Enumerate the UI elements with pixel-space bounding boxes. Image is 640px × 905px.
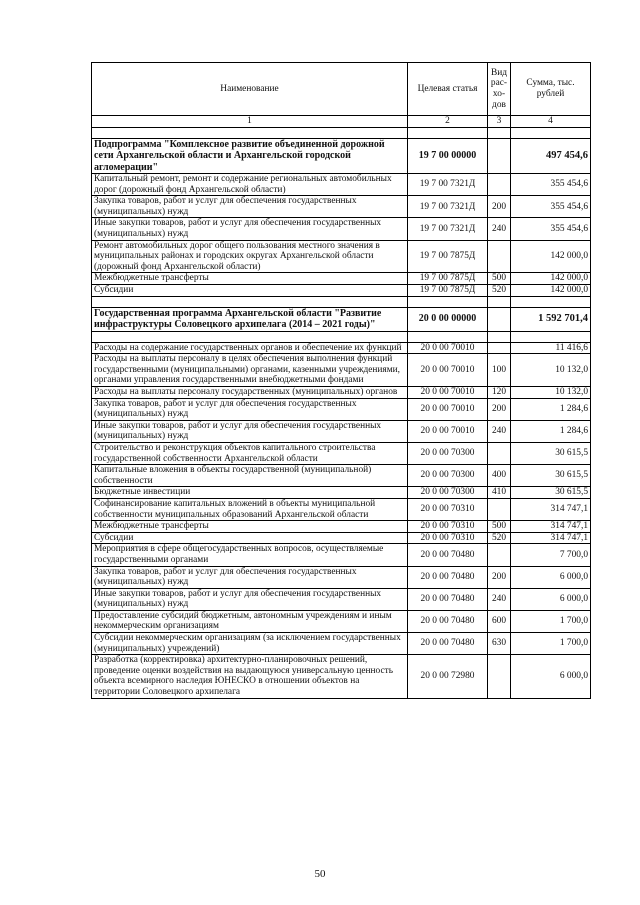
cell-sum: 142 000,0 — [511, 285, 591, 297]
cell-name: Расходы на выплаты персоналу государственных (муниципальных) органов — [92, 387, 408, 399]
cell-expense-type: 520 — [488, 285, 511, 297]
cell-target-article: 20 0 00 70300 — [408, 487, 488, 499]
header-row — [92, 63, 591, 116]
cell-name: Закупка товаров, работ и услуг для обеспечения государственных (муниципальных) нужд — [92, 398, 408, 420]
spacer-row — [92, 296, 591, 307]
cell-expense-type: 630 — [488, 633, 511, 655]
cell-expense-type — [488, 342, 511, 354]
header-expense-type: Вид рас-хо-дов — [488, 63, 511, 116]
cell-name: Подпрограмма "Комплексное развитие объединенной дорожной сети Архангельской области и Архангельской городской агломерации" — [92, 138, 408, 174]
cell-target-article: 20 0 00 70300 — [408, 465, 488, 487]
cell-name: Расходы на выплаты персоналу в целях обеспечения выполнения функций государственными (муниципальными) органами, казенными учреждениями, органами управления государственными внебюджетными фондами — [92, 354, 408, 387]
spacer-cell — [511, 331, 591, 342]
table-row — [92, 566, 591, 588]
cell-name: Капитальный ремонт, ремонт и содержание региональных автомобильных дорог (дорожный фонд Архангельской области) — [92, 174, 408, 196]
cell-expense-type: 410 — [488, 487, 511, 499]
cell-target-article: 20 0 00 70480 — [408, 633, 488, 655]
cell-name: Бюджетные инвестиции — [92, 487, 408, 499]
spacer-cell — [408, 331, 488, 342]
cell-target-article: 19 7 00 7321Д — [408, 174, 488, 196]
cell-expense-type: 200 — [488, 398, 511, 420]
cell-name: Иные закупки товаров, работ и услуг для обеспечения государственных (муниципальных) нужд — [92, 218, 408, 240]
table-row — [92, 442, 591, 464]
cell-target-article: 19 7 00 7875Д — [408, 240, 488, 273]
cell-expense-type: 500 — [488, 273, 511, 285]
cell-name: Субсидии — [92, 532, 408, 544]
cell-expense-type: 120 — [488, 387, 511, 399]
spacer-cell — [408, 296, 488, 307]
table-row — [92, 398, 591, 420]
header-target-article: Целевая статья — [408, 63, 488, 116]
table-row — [92, 465, 591, 487]
table-row — [92, 544, 591, 566]
cell-target-article: 20 0 00 70480 — [408, 588, 488, 610]
spacer-cell — [92, 296, 408, 307]
program-row — [92, 138, 591, 174]
column-number: 2 — [408, 116, 488, 128]
cell-sum: 314 747,1 — [511, 498, 591, 520]
cell-target-article: 19 7 00 7321Д — [408, 196, 488, 218]
spacer-cell — [488, 331, 511, 342]
table-row — [92, 655, 591, 698]
spacer-row — [92, 331, 591, 342]
spacer-cell — [511, 127, 591, 138]
cell-target-article: 20 0 00 70480 — [408, 610, 488, 632]
cell-name: Иные закупки товаров, работ и услуг для обеспечения государственных (муниципальных) нужд — [92, 420, 408, 442]
cell-target-article: 20 0 00 70010 — [408, 354, 488, 387]
cell-sum: 1 284,6 — [511, 398, 591, 420]
cell-target-article: 19 7 00 7875Д — [408, 285, 488, 297]
cell-sum: 314 747,1 — [511, 521, 591, 533]
cell-sum: 30 615,5 — [511, 465, 591, 487]
cell-name: Государственная программа Архангельской области "Развитие инфраструктуры Соловецкого архипелага (2014 – 2021 годы)" — [92, 307, 408, 331]
cell-sum: 30 615,5 — [511, 442, 591, 464]
cell-name: Закупка товаров, работ и услуг для обеспечения государственных (муниципальных) нужд — [92, 566, 408, 588]
table-row — [92, 342, 591, 354]
spacer-cell — [92, 127, 408, 138]
cell-name: Разработка (корректировка) архитектурно-планировочных решений, проведение оценки воздействия на выдающуюся универсальную ценность объекта всемирного наследия ЮНЕСКО в отношении объектов на территории Соловецкого архипелага — [92, 655, 408, 698]
cell-sum: 314 747,1 — [511, 532, 591, 544]
cell-target-article: 19 7 00 7321Д — [408, 218, 488, 240]
column-number: 3 — [488, 116, 511, 128]
page-number: 50 — [314, 868, 326, 880]
cell-expense-type — [488, 655, 511, 698]
cell-target-article: 20 0 00 70010 — [408, 387, 488, 399]
cell-sum: 6 000,0 — [511, 588, 591, 610]
table-row — [92, 487, 591, 499]
cell-expense-type: 600 — [488, 610, 511, 632]
column-number-row — [92, 116, 591, 128]
table-row — [92, 633, 591, 655]
table-row — [92, 588, 591, 610]
cell-expense-type — [488, 544, 511, 566]
table-row — [92, 521, 591, 533]
cell-target-article: 20 0 00 70010 — [408, 398, 488, 420]
cell-name: Мероприятия в сфере общегосударственных вопросов, осуществляемые государственными органами — [92, 544, 408, 566]
cell-expense-type: 240 — [488, 420, 511, 442]
cell-sum: 142 000,0 — [511, 240, 591, 273]
spacer-cell — [408, 127, 488, 138]
table-row — [92, 240, 591, 273]
cell-sum: 1 700,0 — [511, 610, 591, 632]
column-number: 4 — [511, 116, 591, 128]
cell-sum: 10 132,0 — [511, 354, 591, 387]
column-number: 1 — [92, 116, 408, 128]
header-name: Наименование — [92, 63, 408, 116]
cell-expense-type: 520 — [488, 532, 511, 544]
cell-name: Строительство и реконструкция объектов капитального строительства государственной собственности Архангельской области — [92, 442, 408, 464]
cell-target-article: 20 0 00 70480 — [408, 566, 488, 588]
cell-target-article: 20 0 00 70310 — [408, 532, 488, 544]
cell-target-article: 19 7 00 7875Д — [408, 273, 488, 285]
table-row — [92, 387, 591, 399]
cell-sum: 6 000,0 — [511, 566, 591, 588]
cell-sum: 30 615,5 — [511, 487, 591, 499]
cell-sum: 355 454,6 — [511, 196, 591, 218]
cell-name: Субсидии — [92, 285, 408, 297]
table-header — [92, 63, 591, 128]
cell-expense-type — [488, 174, 511, 196]
spacer-row — [92, 127, 591, 138]
cell-sum: 497 454,6 — [511, 138, 591, 174]
cell-expense-type: 240 — [488, 588, 511, 610]
cell-sum: 355 454,6 — [511, 218, 591, 240]
cell-sum: 1 592 701,4 — [511, 307, 591, 331]
cell-expense-type — [488, 442, 511, 464]
table-row — [92, 354, 591, 387]
table-row — [92, 610, 591, 632]
cell-sum: 6 000,0 — [511, 655, 591, 698]
cell-expense-type: 100 — [488, 354, 511, 387]
table-row — [92, 273, 591, 285]
cell-expense-type: 240 — [488, 218, 511, 240]
cell-target-article: 20 0 00 70010 — [408, 342, 488, 354]
cell-sum: 355 454,6 — [511, 174, 591, 196]
cell-sum: 1 284,6 — [511, 420, 591, 442]
table-row — [92, 196, 591, 218]
cell-sum: 10 132,0 — [511, 387, 591, 399]
cell-expense-type: 200 — [488, 196, 511, 218]
cell-expense-type — [488, 307, 511, 331]
spacer-cell — [488, 127, 511, 138]
cell-target-article: 19 7 00 00000 — [408, 138, 488, 174]
cell-target-article: 20 0 00 72980 — [408, 655, 488, 698]
cell-sum: 7 700,0 — [511, 544, 591, 566]
cell-target-article: 20 0 00 70010 — [408, 420, 488, 442]
cell-name: Ремонт автомобильных дорог общего пользования местного значения в муниципальных районах и городских округах Архангельской области (дорожный фонд Архангельской области) — [92, 240, 408, 273]
cell-name: Межбюджетные трансферты — [92, 521, 408, 533]
table-row — [92, 498, 591, 520]
program-row — [92, 307, 591, 331]
cell-target-article: 20 0 00 70480 — [408, 544, 488, 566]
cell-target-article: 20 0 00 70310 — [408, 521, 488, 533]
cell-target-article: 20 0 00 00000 — [408, 307, 488, 331]
table-row — [92, 174, 591, 196]
cell-expense-type — [488, 138, 511, 174]
cell-name: Капитальные вложения в объекты государственной (муниципальной) собственности — [92, 465, 408, 487]
cell-sum: 1 700,0 — [511, 633, 591, 655]
table-body — [92, 127, 591, 698]
cell-target-article: 20 0 00 70310 — [408, 498, 488, 520]
cell-expense-type: 400 — [488, 465, 511, 487]
table-row — [92, 218, 591, 240]
cell-name: Расходы на содержание государственных органов и обеспечение их функций — [92, 342, 408, 354]
spacer-cell — [511, 296, 591, 307]
cell-sum: 142 000,0 — [511, 273, 591, 285]
cell-expense-type: 500 — [488, 521, 511, 533]
cell-expense-type: 200 — [488, 566, 511, 588]
table-row — [92, 420, 591, 442]
cell-expense-type — [488, 240, 511, 273]
cell-sum: 11 416,6 — [511, 342, 591, 354]
cell-name: Иные закупки товаров, работ и услуг для обеспечения государственных (муниципальных) нужд — [92, 588, 408, 610]
budget-table — [91, 62, 591, 699]
table-row — [92, 532, 591, 544]
header-sum: Сумма, тыс. рублей — [511, 63, 591, 116]
table-row — [92, 285, 591, 297]
cell-name: Софинансирование капитальных вложений в объекты муниципальной собственности муниципальных образований Архангельской области — [92, 498, 408, 520]
cell-name: Межбюджетные трансферты — [92, 273, 408, 285]
spacer-cell — [92, 331, 408, 342]
cell-target-article: 20 0 00 70300 — [408, 442, 488, 464]
cell-name: Предоставление субсидий бюджетным, автономным учреждениям и иным некоммерческим организациям — [92, 610, 408, 632]
cell-name: Закупка товаров, работ и услуг для обеспечения государственных (муниципальных) нужд — [92, 196, 408, 218]
spacer-cell — [488, 296, 511, 307]
cell-expense-type — [488, 498, 511, 520]
cell-name: Субсидии некоммерческим организациям (за исключением государственных (муниципальных) учреждений) — [92, 633, 408, 655]
